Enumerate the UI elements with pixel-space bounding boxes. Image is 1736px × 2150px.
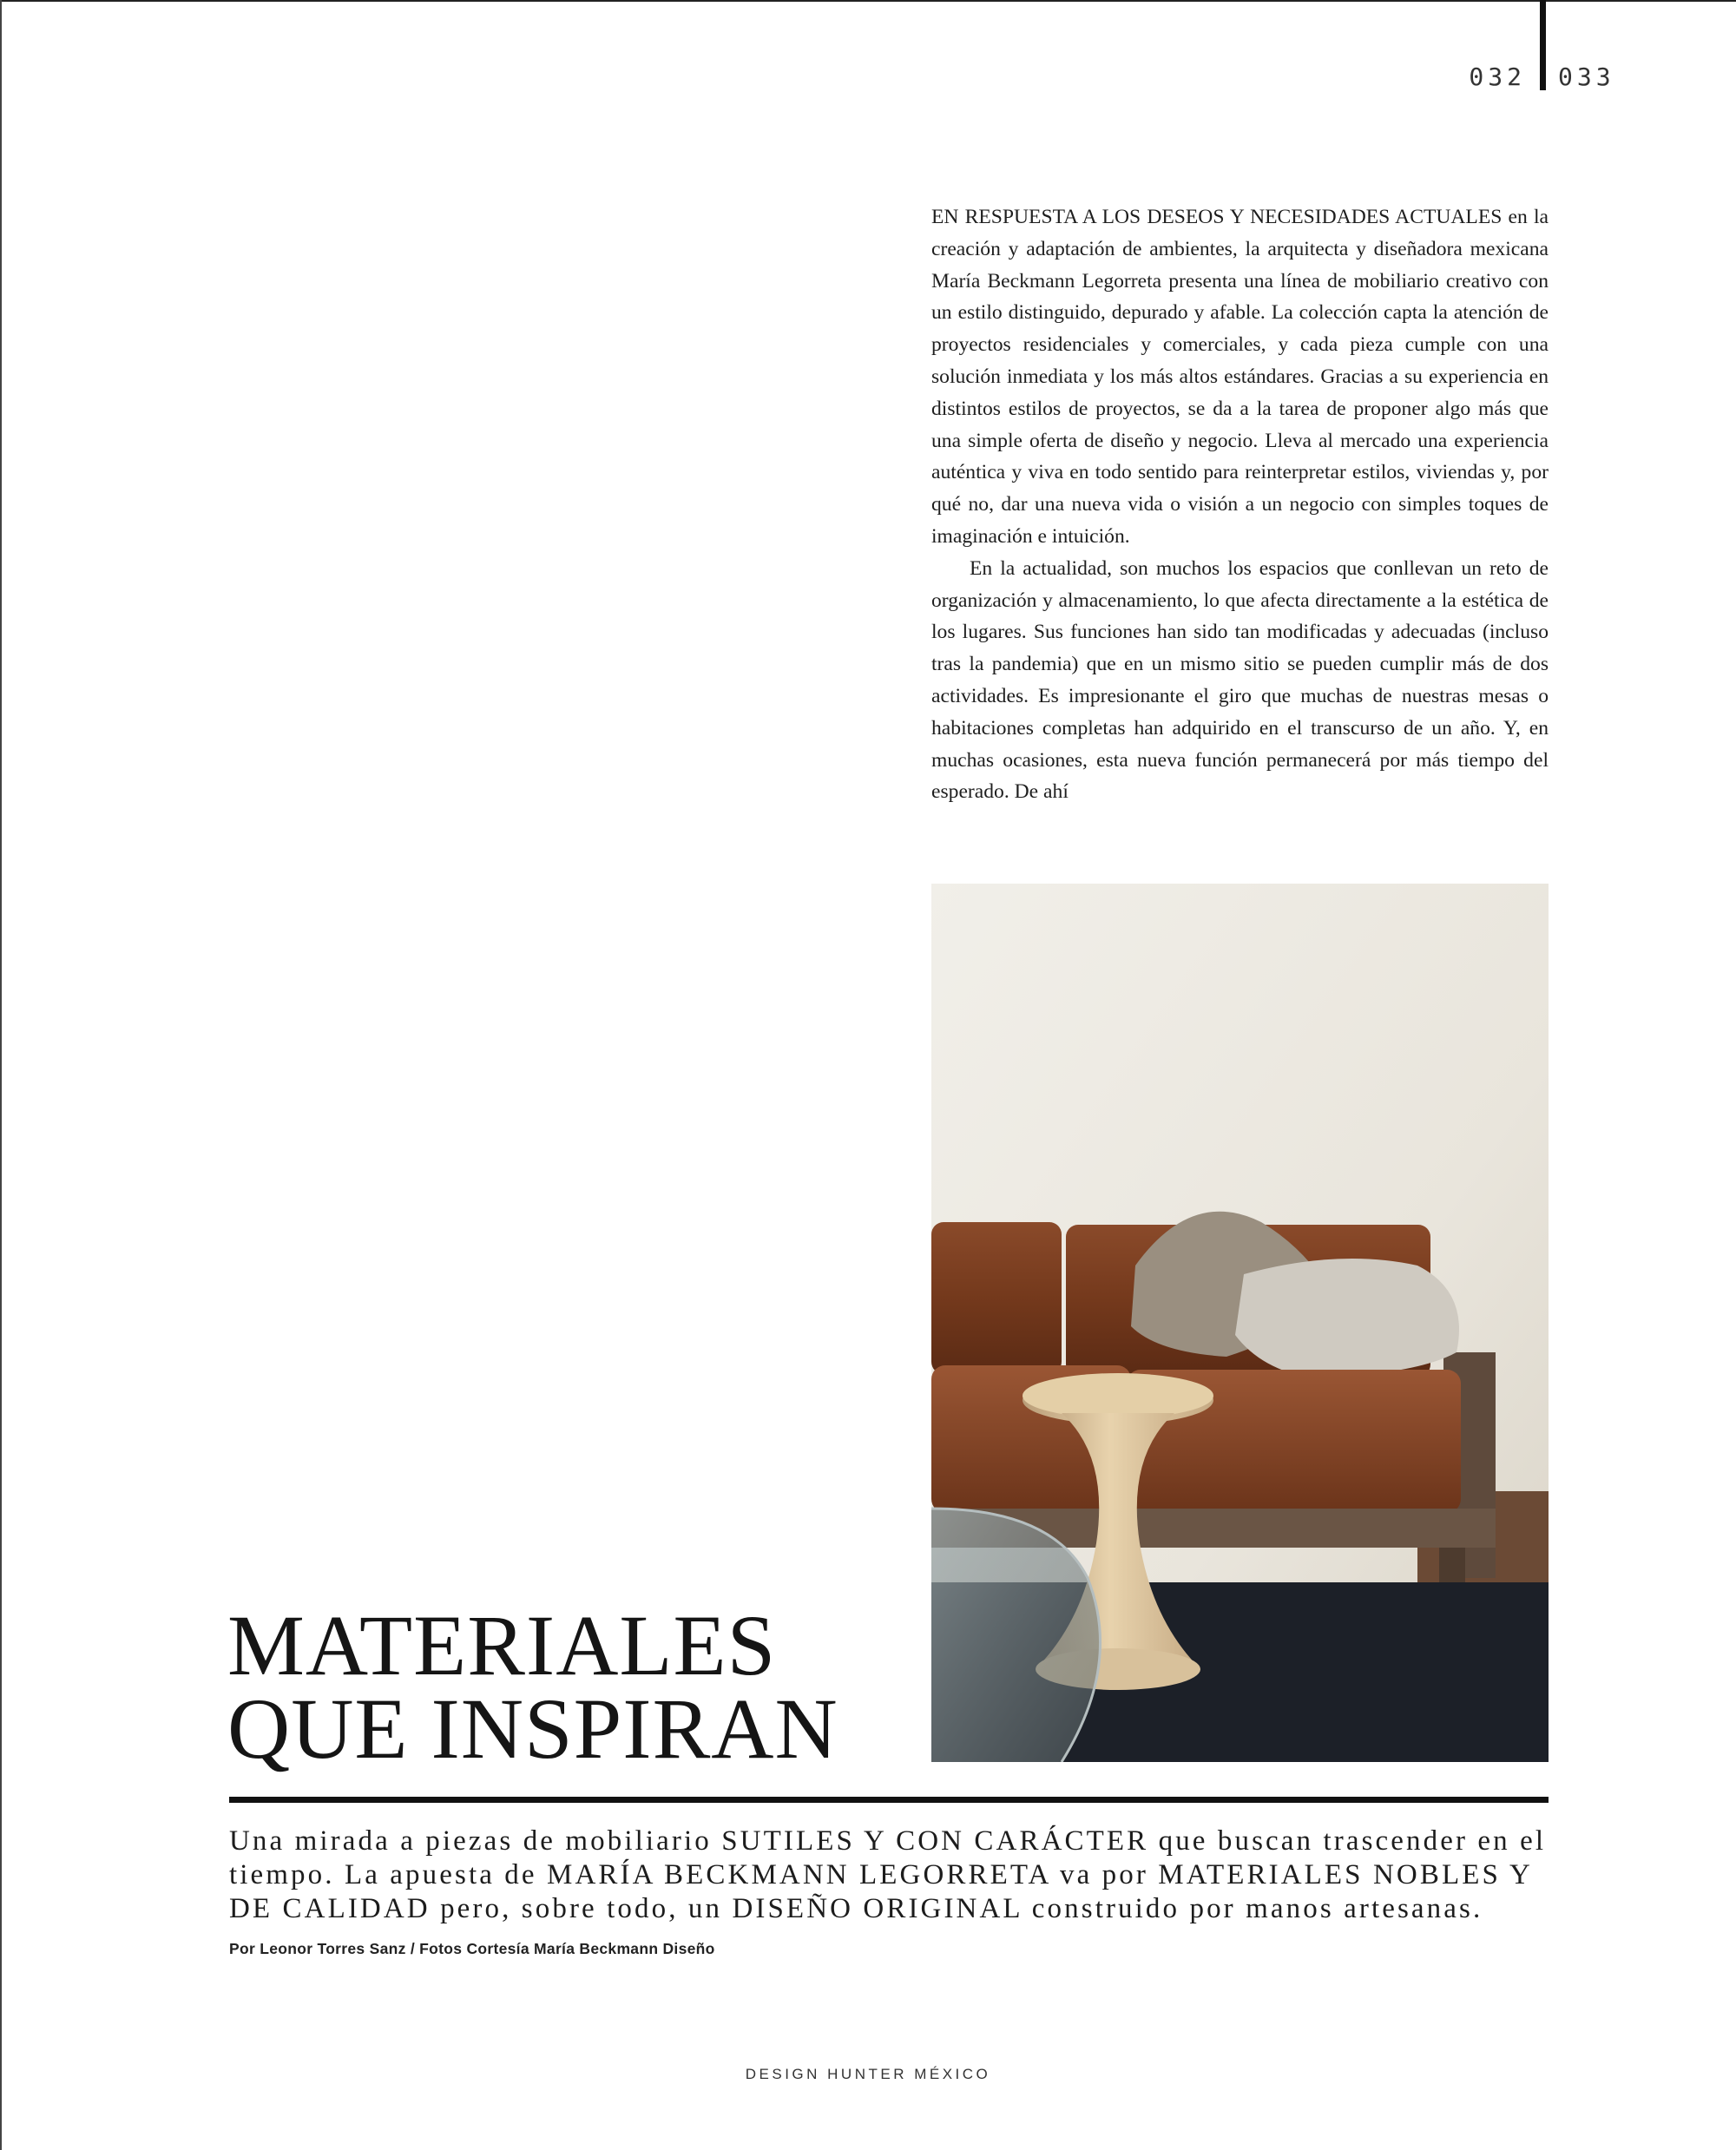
- page-frame-top: [0, 0, 1736, 2]
- article-paragraph-2: En la actualidad, son muchos los espacios que conllevan un reto de organización y almacenamiento, lo que afecta directamente a la estética de los lugares. Sus funciones han sido tan modificadas y adecuadas (incluso tras la pandemia) que en un mismo sitio se pueden cumplir más de dos actividades. Es impresionante el giro que muchas de nuestras mesas o habitaciones completas han adquirido en el transcurso de un año. Y, en muchas ocasiones, esta nueva función permanecerá por más tiempo del esperado. De ahí: [931, 556, 1549, 804]
- byline-credit: Por Leonor Torres Sanz / Fotos Cortesía María Beckmann Diseño: [229, 1940, 715, 1957]
- page-divider: [1540, 0, 1546, 90]
- article-photo: [931, 884, 1549, 1762]
- page-number-left: 032: [1469, 62, 1526, 91]
- headline: [227, 1597, 887, 1777]
- headline-line-2: QUE INSPIRAN: [227, 1680, 838, 1777]
- magazine-footer: DESIGN HUNTER MÉXICO: [745, 2066, 991, 2082]
- headline-rule: [229, 1797, 1549, 1803]
- page-frame-left: [0, 0, 2, 2150]
- article-paragraph-1: EN RESPUESTA A LOS DESEOS Y NECESIDADES ACTUALES en la creación y adaptación de ambientes, la arquitecta y diseñadora mexicana María Beckmann Legorreta presenta una línea de mobiliario creativo con un estilo distinguido, depurado y afable. La colección capta la atención de proyectos residenciales y comerciales, y cada pieza cumple con una solución inmediata y los más altos estándares. Gracias a su experiencia en distintos estilos de proyectos, se da a la tarea de proponer algo más que una simple oferta de diseño y negocio. Lleva al mercado una experiencia auténtica y viva en todo sentido para reinterpretar estilos, viviendas y, por qué no, dar una nueva vida o visión a un negocio con simples toques de imaginación e intuición.: [931, 206, 1549, 548]
- article-body: [931, 201, 1549, 808]
- headline-line-1: MATERIALES: [227, 1597, 777, 1693]
- deck-text: Una mirada a piezas de mobiliario SUTILES Y CON CARÁCTER que buscan trascender en el tiempo. La apuesta de MARÍA BECKMANN LEGORRETA va por MATERIALES NOBLES Y DE CALIDAD pero, sobre todo, un DISEÑO ORIGINAL construido por manos artesanas.: [229, 1825, 1547, 1924]
- page-number-right: 033: [1558, 62, 1615, 91]
